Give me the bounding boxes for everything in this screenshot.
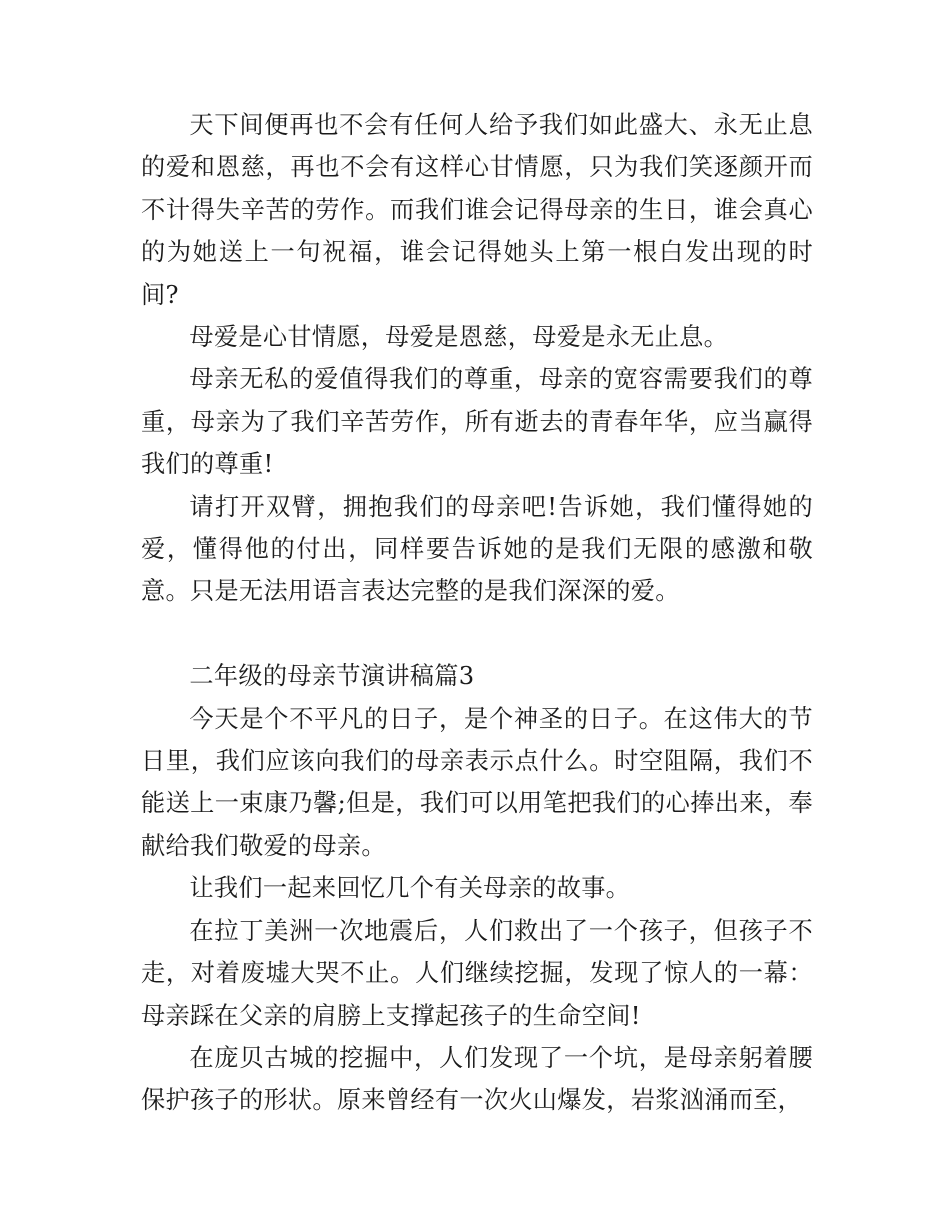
paragraph-pompeii-story: 在庞贝古城的挖掘中，人们发现了一个坑，是母亲躬着腰保护孩子的形状。原来曾经有一次火山爆发，岩浆汹涌而至， [141,1043,813,1115]
document-body [141,104,813,1122]
paragraph-recall-stories: 让我们一起来回忆几个有关母亲的故事。 [189,874,631,903]
section-title: 二年级的母亲节演讲稿篇3 [189,662,475,691]
section-spacer [141,613,813,655]
paragraph-mothers-love-definition: 母爱是心甘情愿，母爱是恩慈，母爱是永无止息。 [189,323,729,352]
paragraph-embrace-mother: 请打开双臂，拥抱我们的母亲吧!告诉她，我们懂得她的爱，懂得他的付出，同样要告诉她的是我们无限的感激和敬意。只是无法用语言表达完整的是我们深深的爱。 [141,492,813,606]
paragraph-respect-mother: 母亲无私的爱值得我们的尊重，母亲的宽容需要我们的尊重，母亲为了我们辛苦劳作，所有逝去的青春年华，应当赢得我们的尊重! [141,365,813,479]
paragraph-special-day: 今天是个不平凡的日子，是个神圣的日子。在这伟大的节日里，我们应该向我们的母亲表示点什么。时空阻隔，我们不能送上一束康乃馨;但是，我们可以用笔把我们的心捧出来，奉献给我们敬爱的母亲。 [141,704,813,860]
paragraph-earthquake-story: 在拉丁美洲一次地震后，人们救出了一个孩子，但孩子不走，对着废墟大哭不止。人们继续挖掘，发现了惊人的一幕：母亲踩在父亲的肩膀上支撑起孩子的生命空间! [141,916,813,1030]
paragraph-mothers-love-unmatched: 天下间便再也不会有任何人给予我们如此盛大、永无止息的爱和恩慈，再也不会有这样心甘情愿，只为我们笑逐颜开而不计得失辛苦的劳作。而我们谁会记得母亲的生日，谁会真心的为她送上一句祝福，谁会记得她头上第一根白发出现的时间? [141,111,813,309]
